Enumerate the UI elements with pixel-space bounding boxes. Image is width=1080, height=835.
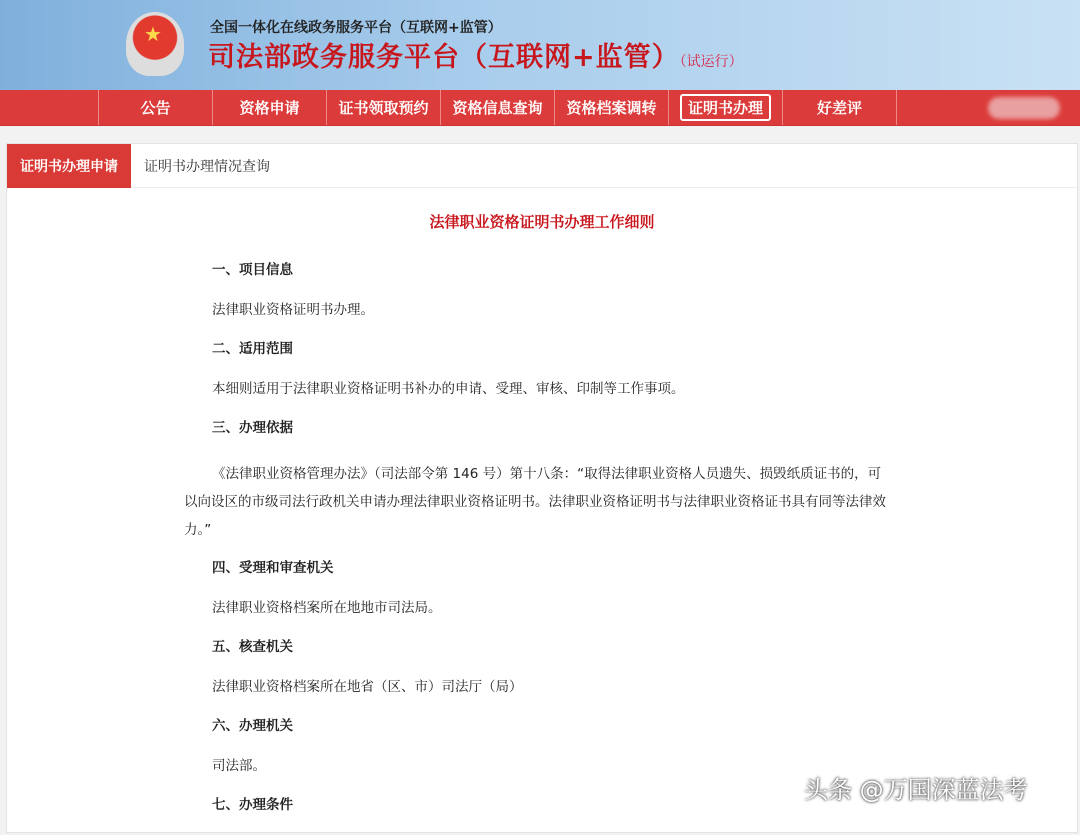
section-text: 法律职业资格证明书办理。 [212,302,374,318]
nav-archive-transfer[interactable]: 资格档案调转 [554,90,668,125]
nav-qualification-apply[interactable]: 资格申请 [212,90,326,125]
nav-certificate-appointment[interactable]: 证书领取预约 [326,90,440,125]
nav-announcement[interactable]: 公告 [98,90,212,125]
section-heading: 七、办理条件 [212,797,293,813]
section-heading: 三、办理依据 [212,420,293,436]
section-text: 司法部。 [212,758,266,774]
header [0,0,1080,90]
section-heading: 二、适用范围 [212,341,293,357]
section-heading: 四、受理和审查机关 [212,560,334,576]
emblem-logo: ★ [126,12,184,76]
section-heading: 五、核查机关 [212,639,293,655]
document-title: 法律职业资格证明书办理工作细则 [429,213,655,231]
main-nav [0,90,1080,126]
section-heading: 六、办理机关 [212,718,293,734]
platform-title: 司法部政务服务平台（互联网+监管）（试运行） [208,42,743,73]
section-text: 《法律职业资格管理办法》（司法部令第 146 号）第十八条：“取得法律职业资格人员遗失、损毁纸质证书的，可以向设区的市级司法行政机关申请办理法律职业资格证明书。法律职业资格证明书与法律职业资格证书具有同等法律效力。” [184,466,886,538]
trial-label: （试运行） [679,54,743,70]
section-heading: 一、项目信息 [212,262,293,278]
user-account-blurred[interactable] [988,97,1060,119]
document-body [184,260,889,835]
watermark: 头条 @万国深蓝法考 [804,776,1028,804]
nav-proof-certificate[interactable]: 证明书办理 [668,90,782,125]
nav-qualification-query[interactable]: 资格信息查询 [440,90,554,125]
nav-rating[interactable]: 好差评 [782,90,896,125]
section-text: 法律职业资格档案所在地地市司法局。 [212,600,442,616]
section-text: 法律职业资格档案所在地省（区、市）司法厅（局） [212,679,523,695]
platform-subtitle: 全国一体化在线政务服务平台（互联网+监管） [210,20,502,36]
section-text: 本细则适用于法律职业资格证明书补办的申请、受理、审核、印制等工作事项。 [212,381,685,397]
tab-proof-apply[interactable]: 证明书办理申请 [7,144,131,188]
tab-proof-status-query[interactable]: 证明书办理情况查询 [144,158,270,175]
